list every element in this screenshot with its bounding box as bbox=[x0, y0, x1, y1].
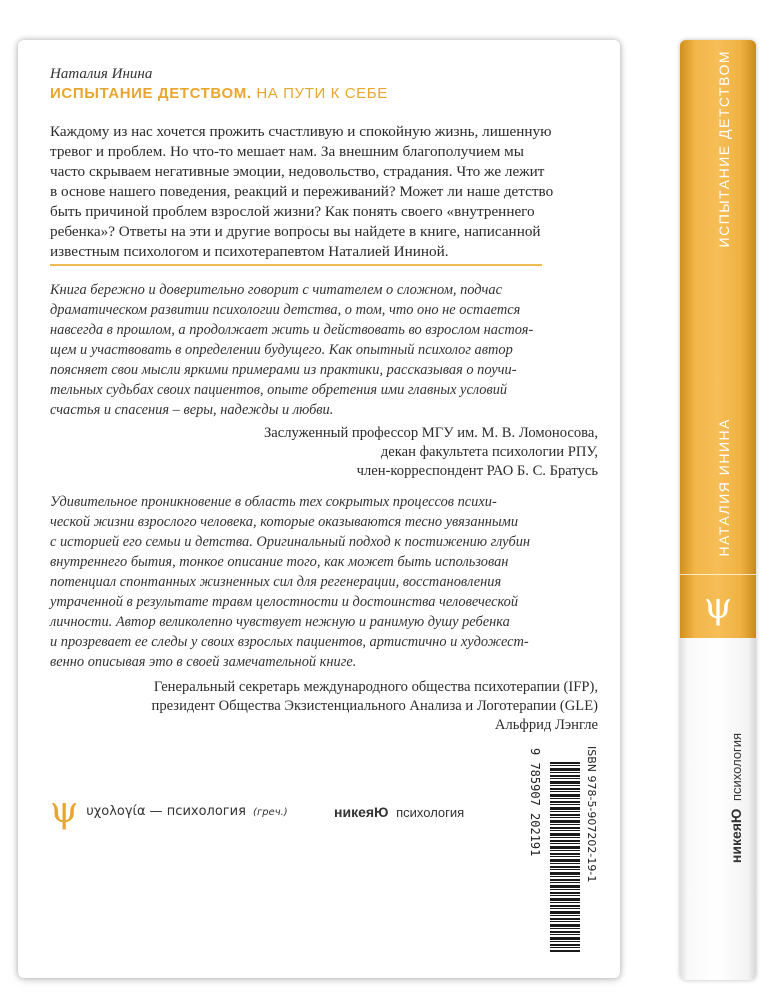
review-line: венно описывая это в своей замечательной книге. bbox=[50, 654, 357, 670]
logo-translation: — психология bbox=[145, 803, 246, 819]
publisher-logo bbox=[334, 804, 464, 820]
review-line: потенциал спонтанных жизненных сил для регенерации, восстановления bbox=[50, 574, 502, 590]
review-line: Книга бережно и доверительно говорит с читателем о сложном, подчас bbox=[50, 282, 502, 298]
review-line: тельных судьбах своих пациентов, опыте обретения ими главных условий bbox=[50, 382, 508, 398]
publisher-mark-icon: Ю bbox=[374, 804, 389, 820]
section-divider bbox=[50, 264, 542, 266]
reviewer-signature-langle bbox=[58, 678, 598, 735]
review-line: и прозревает ее следы у своих взрослых пациентов, артистично и художест- bbox=[50, 634, 529, 650]
intro-line: быть причиной проблем взрослой жизни? Как понять своего «внутреннего bbox=[50, 203, 535, 220]
publisher-brand bbox=[334, 804, 388, 820]
book-spine bbox=[680, 40, 756, 980]
book-title-sub: НА ПУТИ К СЕБЕ bbox=[256, 85, 388, 102]
book-title-main: ИСПЫТАНИЕ ДЕТСТВОМ. bbox=[50, 85, 252, 102]
publisher-series: психология bbox=[396, 805, 465, 820]
review-line: внутреннего бытия, тонкое описание того, как может быть использован bbox=[50, 554, 509, 570]
barcode-icon bbox=[550, 762, 580, 952]
intro-line: тревог и проблем. Но что-то мешает нам. За внешним благополучием мы bbox=[50, 143, 524, 160]
ean-number: 9 785907 202191 bbox=[528, 748, 542, 857]
author-name: Наталия Инина bbox=[50, 66, 153, 82]
reviewer-signature-bratus bbox=[58, 424, 598, 481]
spine-title: ИСПЫТАНИЕ ДЕТСТВОМ bbox=[716, 50, 732, 248]
spine-divider bbox=[680, 574, 756, 575]
signature-line: Генеральный секретарь международного общества психотерапии (IFP), bbox=[153, 679, 598, 695]
signature-line: Альфрид Лэнгле bbox=[494, 717, 598, 733]
review-quote-langle bbox=[50, 492, 610, 672]
spine-psi-icon: ψ bbox=[703, 586, 733, 627]
spine-publisher-series: психология bbox=[729, 732, 744, 802]
intro-line: ребенка»? Ответы на эти и другие вопросы вы найдете в книге, написанной bbox=[50, 223, 541, 240]
signature-line: Заслуженный профессор МГУ им. М. В. Ломоносова, bbox=[264, 425, 598, 441]
review-quote-bratus bbox=[50, 280, 610, 420]
signature-line: декан факультета психологии РПУ, bbox=[380, 444, 598, 460]
review-line: счастья и спасения – веры, надежды и любви. bbox=[50, 402, 334, 418]
intro-line: известным психологом и психотерапевтом Наталией Ининой. bbox=[50, 243, 449, 260]
review-line: утраченной в результате травм целостности и достоинства человеческой bbox=[50, 594, 519, 610]
psi-icon: ψ bbox=[50, 790, 79, 831]
spine-publisher-brand bbox=[728, 809, 744, 863]
logo-text bbox=[86, 804, 287, 819]
isbn-text: ISBN 978-5-907202-19-1 bbox=[585, 746, 598, 883]
intro-paragraph bbox=[50, 122, 610, 262]
book-title bbox=[50, 85, 388, 102]
review-line: навсегда в прошлом, а продолжает жить и действовать во взрослом настоя- bbox=[50, 322, 534, 338]
spine-author: НАТАЛИЯ ИНИНА bbox=[716, 418, 732, 557]
review-line: драматическом развитии психологии детства, о том, что оно не остается bbox=[50, 302, 521, 318]
review-line: щем и участвовать в определении будущего. Как опытный психолог автор bbox=[50, 342, 513, 358]
back-cover bbox=[18, 40, 620, 978]
review-line: Удивительное проникновение в область тех сокрытых процессов психи- bbox=[50, 494, 497, 510]
review-line: поясняет свои мысли яркими примерами из практики, рассказывая о поучи- bbox=[50, 362, 517, 378]
intro-line: в основе нашего поведения, реакций и переживаний? Может ли наше детство bbox=[50, 183, 554, 200]
review-line: с историей его семьи и детства. Оригинальный подход к постижению глубин bbox=[50, 534, 531, 550]
intro-line: часто скрываем негативные эмоции, недовольство, страдания. Что же лежит bbox=[50, 163, 545, 180]
psychology-logo bbox=[50, 790, 288, 831]
publisher-brand-name: никея bbox=[334, 804, 375, 820]
logo-greek-word: υχολογία bbox=[86, 803, 146, 819]
intro-line: Каждому из нас хочется прожить счастливую и спокойную жизнь, лишенную bbox=[50, 123, 552, 140]
signature-line: президент Общества Экзистенциального Анализа и Логотерапии (GLE) bbox=[151, 698, 598, 714]
spine-publisher bbox=[728, 712, 744, 884]
signature-line: член-корреспондент РАО Б. С. Братусь bbox=[356, 463, 598, 479]
spine-mark-icon: Ю bbox=[728, 808, 744, 824]
isbn-barcode-block bbox=[530, 744, 598, 958]
review-line: ческой жизни взрослого человека, которые оказываются тесно увязанными bbox=[50, 514, 519, 530]
logo-note: (греч.) bbox=[253, 806, 288, 818]
spine-brand-name: никея bbox=[728, 823, 744, 864]
review-line: личности. Автор великолепно чувствует нежную и ранимую душу ребенка bbox=[50, 614, 510, 630]
